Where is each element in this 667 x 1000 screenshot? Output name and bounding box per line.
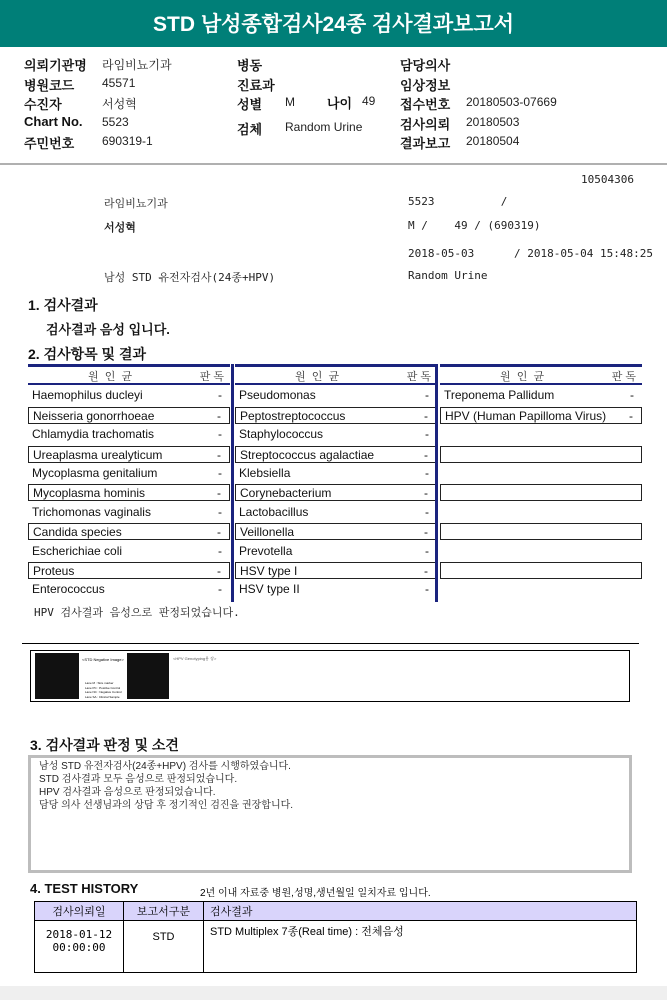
hospital-name: 라임비뇨기과 — [104, 197, 168, 210]
info-label: 접수번호 — [400, 97, 451, 112]
gel-image-panel — [30, 650, 630, 702]
result-value: - — [425, 465, 429, 480]
organism-name: Escherichiae coli — [32, 543, 123, 558]
result-row — [440, 562, 642, 579]
result-value: - — [218, 388, 222, 403]
history-note: 2년 이내 자료중 병원,성명,생년월일 일치자료 입니다. — [200, 888, 431, 899]
organism-name: Treponema Pallidum — [444, 388, 555, 403]
result-value: - — [425, 582, 429, 597]
result-value: - — [629, 408, 633, 423]
column-divider — [435, 364, 438, 602]
report-id: 10504306 — [581, 173, 634, 186]
result-value: - — [217, 447, 221, 462]
info-label: 주민번호 — [24, 136, 75, 151]
info-value: 라임비뇨기과 — [102, 58, 172, 72]
organism-name: Klebsiella — [239, 465, 291, 480]
result-value: - — [218, 504, 222, 519]
result-column-3 — [440, 364, 642, 579]
hpv-note: HPV 검사결과 음성으로 판정되었습니다. — [34, 606, 240, 619]
result-value: - — [424, 563, 428, 578]
result-value: - — [217, 525, 221, 540]
request-time: 00:00:00 — [52, 941, 106, 954]
gel-legend — [85, 681, 122, 699]
info-label: 결과보고 — [400, 136, 451, 151]
std-gel-image — [35, 653, 79, 699]
col-header: 검사의뢰일 — [35, 902, 124, 921]
result-row — [440, 504, 642, 521]
section1-title: 1. 검사결과 — [28, 297, 98, 313]
result-row — [235, 426, 437, 443]
legend-line: Lane M : Size marker — [85, 681, 114, 685]
divider — [22, 643, 639, 644]
age-label: 나이 — [327, 96, 353, 111]
result-row — [28, 426, 230, 443]
info-label: 수진자 — [24, 97, 62, 112]
result-row — [28, 562, 230, 579]
header-organism: 원 인 균 — [88, 371, 133, 383]
result-row — [235, 387, 437, 404]
info-label: 의뢰기관명 — [24, 58, 87, 73]
info-value: 45571 — [102, 75, 136, 90]
col-header: 검사결과 — [204, 902, 637, 921]
history-result: STD Multiplex 7종(Real time) : 전체음성 — [204, 921, 637, 973]
result-column-1 — [28, 364, 230, 598]
info-value: 690319-1 — [102, 134, 153, 148]
header-result: 판 독 — [406, 371, 431, 383]
result-row — [28, 523, 230, 540]
info-label: 성별 — [237, 97, 263, 112]
result-row — [28, 543, 230, 560]
column-header — [28, 364, 230, 385]
report-title: STD 남성종합검사24종 검사결과보고서 — [0, 0, 667, 47]
result-row — [235, 581, 437, 598]
info-label: 병원코드 — [24, 77, 75, 93]
test-name: 남성 STD 유전자검사(24종+HPV) — [104, 271, 276, 284]
report-type: STD — [124, 921, 204, 973]
hpv-gel-image — [127, 653, 169, 699]
result-row — [440, 523, 642, 540]
result-row — [235, 446, 437, 463]
section3-title: 3. 검사결과 판정 및 소견 — [30, 737, 179, 753]
result-row — [440, 426, 642, 443]
result-row — [28, 465, 230, 482]
chart-number: 5523 / — [408, 195, 508, 208]
opinion-line: 담당 의사 선생님과의 상담 후 정기적인 검진을 권장합니다. — [39, 800, 294, 811]
organism-name: Ureaplasma urealyticum — [33, 447, 163, 462]
specimen: Random Urine — [408, 269, 488, 282]
result-value: - — [630, 388, 634, 403]
result-row — [235, 523, 437, 540]
result-row — [440, 407, 642, 424]
organism-name: HPV (Human Papilloma Virus) — [445, 408, 607, 423]
organism-name: Candida species — [33, 525, 122, 540]
organism-name: Veillonella — [240, 525, 295, 540]
info-label: 병동 — [237, 58, 263, 73]
column-header — [235, 364, 437, 385]
result-value: - — [425, 543, 429, 558]
organism-name: Haemophilus ducleyi — [32, 388, 143, 403]
organism-name: Chlamydia trachomatis — [32, 427, 155, 442]
info-label: 진료과 — [237, 77, 275, 93]
result-value: - — [218, 465, 222, 480]
result-value: - — [424, 525, 428, 540]
sex-age: M / 49 / (690319) — [408, 219, 541, 232]
result-row — [440, 446, 642, 463]
table-row[interactable] — [35, 921, 637, 973]
result-row — [28, 387, 230, 404]
header-organism: 원 인 균 — [295, 371, 340, 383]
organism-name: Peptostreptococcus — [240, 408, 346, 423]
age-value: 49 — [362, 94, 376, 108]
result-row — [28, 504, 230, 521]
info-label: 검체 — [237, 122, 263, 137]
result-value: - — [218, 543, 222, 558]
request-date: 2018-01-12 — [45, 928, 113, 941]
gel-caption: <STD Negative Image> — [82, 657, 124, 662]
result-row — [28, 484, 230, 501]
info-value: 20180504 — [466, 134, 520, 148]
header-result: 판 독 — [199, 371, 224, 383]
column-divider — [231, 364, 234, 602]
result-row — [235, 407, 437, 424]
opinion-box — [28, 755, 632, 873]
organism-name: Pseudomonas — [239, 388, 316, 403]
result-row — [28, 446, 230, 463]
info-label: 담당의사 — [400, 58, 451, 73]
result-value: - — [425, 504, 429, 519]
info-label: 임상정보 — [400, 77, 451, 93]
result-value: - — [217, 408, 221, 423]
organism-name: Neisseria gonorrhoeae — [33, 408, 155, 423]
result-value: - — [424, 408, 428, 423]
result-value: - — [424, 447, 428, 462]
header-organism: 원 인 균 — [500, 371, 545, 383]
organism-name: Corynebacterium — [240, 486, 332, 501]
section1-result: 검사결과 음성 입니다. — [46, 322, 170, 337]
result-row — [440, 484, 642, 501]
organism-name: Proteus — [33, 563, 75, 578]
result-row — [235, 562, 437, 579]
result-row — [440, 465, 642, 482]
result-value: - — [217, 486, 221, 501]
info-value: 서성혁 — [102, 97, 137, 111]
gel-caption: <HPV Genotyping용 장> — [173, 656, 217, 661]
section2-title: 2. 검사항목 및 결과 — [28, 346, 147, 362]
result-value: - — [217, 563, 221, 578]
organism-name: Prevotella — [239, 543, 293, 558]
section4-title: 4. TEST HISTORY — [30, 881, 139, 896]
result-row — [440, 543, 642, 560]
result-value: - — [425, 388, 429, 403]
organism-name: Staphylococcus — [239, 427, 324, 442]
info-value: 20180503-07669 — [466, 95, 557, 109]
result-value: - — [218, 582, 222, 597]
patient-name: 서성혁 — [104, 221, 136, 234]
info-value: Random Urine — [285, 120, 363, 134]
result-row — [28, 407, 230, 424]
organism-name: HSV type II — [239, 582, 300, 597]
opinion-line: STD 검사결과 모두 음성으로 판정되었습니다. — [39, 774, 238, 785]
opinion-line: HPV 검사결과 음성으로 판정되었습니다. — [39, 787, 216, 798]
info-value: M — [285, 95, 295, 109]
legend-line: Lane SA : Clinical Sample — [85, 694, 120, 699]
info-value: 5523 — [102, 114, 129, 129]
result-column-2 — [235, 364, 437, 598]
result-row — [235, 465, 437, 482]
result-row — [235, 543, 437, 560]
result-row — [28, 581, 230, 598]
result-value: - — [425, 427, 429, 442]
result-row — [440, 387, 642, 404]
legend-line: Lane NC : Negative Control — [85, 690, 122, 694]
result-value: - — [218, 427, 222, 442]
info-label: 검사의뢰 — [400, 116, 451, 132]
col-header: 보고서구분 — [124, 902, 204, 921]
info-label: Chart No. — [24, 113, 83, 129]
result-row — [235, 484, 437, 501]
organism-name: Mycoplasma hominis — [33, 486, 146, 501]
organism-name: Streptococcus agalactiae — [240, 447, 375, 462]
info-value: 20180503 — [466, 114, 520, 129]
result-row — [235, 504, 437, 521]
column-header — [440, 364, 642, 385]
opinion-line: 남성 STD 유전자검사(24종+HPV) 검사를 시행하였습니다. — [39, 761, 291, 772]
organism-name: Lactobacillus — [239, 504, 309, 519]
organism-name: Enterococcus — [32, 582, 105, 597]
result-value: - — [424, 486, 428, 501]
header-result: 판 독 — [611, 371, 636, 383]
organism-name: Mycoplasma genitalium — [32, 465, 158, 480]
organism-name: HSV type I — [240, 563, 298, 578]
organism-name: Trichomonas vaginalis — [32, 504, 151, 519]
history-table — [34, 901, 637, 973]
legend-line: Lane PC : Positive Control — [85, 685, 121, 690]
dates: 2018-05-03 / 2018-05-04 15:48:25 — [408, 247, 654, 260]
patient-info-panel — [0, 47, 667, 165]
